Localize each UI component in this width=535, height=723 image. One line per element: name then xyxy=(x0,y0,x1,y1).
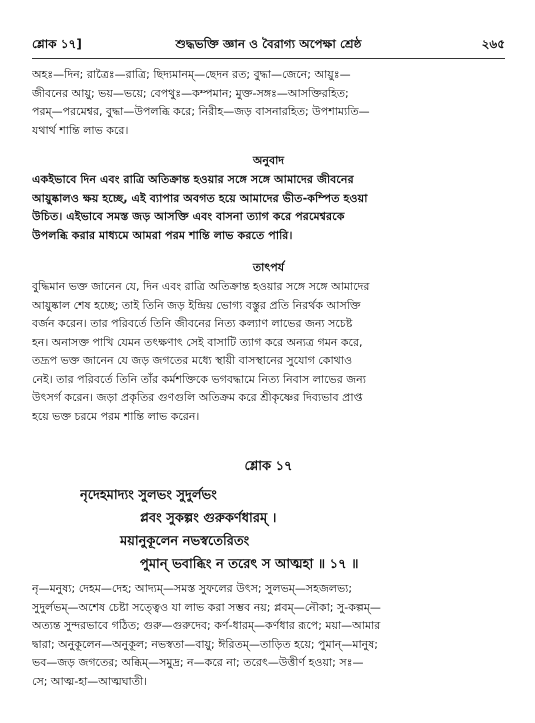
translation-line: উচিত। এইভাবে সমস্ত জড় আসক্তি এবং বাসনা ত্যাগ করে পরমেশ্বরকে xyxy=(32,210,345,223)
purport-line: বর্জন করেন। তার পরিবর্তে তিনি জীবনের নিত্য কল্যাণ লাভের জন্য সচেষ্ট xyxy=(32,317,353,330)
synonym-line: জীবনের আয়ু; ভয়—ভয়ে; বেপথুঃ—কম্পমান; মুক্ত-সঙ্গঃ—আসক্তিরহিত; xyxy=(32,86,349,100)
synonyms-bottom xyxy=(32,580,505,691)
synonym-line: অহঃ—দিন; রাত্রৈঃ—রাত্রি; ছিদ্যমানম্—ছেদন রত; বুদ্ধা—জেনে; আয়ুঃ— xyxy=(32,68,351,81)
purport-line: আয়ুষ্কাল শেষ হচ্ছে; তাই তিনি জড় ইন্দ্রিয় ভোগ্য বস্তুর প্রতি নিরর্থক আসক্তি xyxy=(32,298,361,312)
translation-line: আয়ুষ্কালও ক্ষয় হচ্ছে, এই ব্যাপার অবগত হয়ে আমাদের ভীত-কম্পিত হওয়া xyxy=(32,191,368,205)
synonym-line: পরম্—পরমেশ্বর, বুদ্ধা—উপলব্ধি করে; নিরীহ—জড় বাসনারহিত; উপশাম্যতি— xyxy=(32,105,370,118)
synonym-line: ভব—জড় জগতের; অব্ধিম্—সমুদ্র; ন—করে না; তরেৎ—উত্তীর্ণ হওয়া; সঃ— xyxy=(32,656,364,669)
verse-line: ময়ানুকূলেন নভস্বতেরিতং xyxy=(120,534,250,549)
verse-line: প্লবং সুকল্পং গুরুকর্ণধারম্ । xyxy=(140,511,277,526)
header-chapter-title: শুদ্ধভক্তি জ্ঞান ও বৈরাগ্য অপেক্ষা শ্রেষ্ঠ xyxy=(175,37,362,51)
purport-line: উৎসর্গ করেন। জড়া প্রকৃতির গুণগুলি অতিক্রম করে শ্রীকৃষ্ণের দিব্যভাব প্রাপ্ত xyxy=(32,391,363,404)
verse-number: শ্লোক ১৭ xyxy=(244,459,293,474)
verse-line: নৃদেহমাদ্যং সুলভং সুদুর্লভং xyxy=(80,488,217,503)
translation-text xyxy=(32,171,505,245)
synonym-line: অত্যন্ত সুন্দরভাবে গঠিত; গুরু—গুরুদেব; কর্ণ-ধারম্—কর্ণধার রূপে; ময়া—আমার xyxy=(32,619,381,632)
synonyms-top xyxy=(32,66,505,140)
sanskrit-verse xyxy=(80,484,505,576)
purport-text xyxy=(32,278,505,426)
translation-line: একইভাবে দিন এবং রাত্রি অতিক্রান্ত হওয়ার সঙ্গে সঙ্গে আমাদের জীবনের xyxy=(32,173,354,186)
synonym-line: দ্বারা; অনুকূলেন—অনুকূল; নভস্বতা—বায়ু; ঈরিতম্—তাড়িত হয়ে; পুমান্—মানুষ; xyxy=(32,637,379,651)
purport-line: হয়ে ভক্ত চরমে পরম শান্তি লাভ করেন। xyxy=(32,409,200,423)
purport-heading: তাৎপর্য xyxy=(252,261,285,274)
translation-line: উপলব্ধি করার মাধ্যমে আমরা পরম শান্তি লাভ করতে পারি। xyxy=(32,228,293,242)
synonym-line: সে; আত্ম-হা—আত্মঘাতী। xyxy=(32,674,148,688)
purport-line: বুদ্ধিমান ভক্ত জানেন যে, দিন এবং রাত্রি অতিক্রান্ত হওয়ার সঙ্গে সঙ্গে আমাদের xyxy=(32,280,370,293)
purport-line: হন। অনাসক্ত পাখি যেমন তৎক্ষণাৎ সেই বাসাটি ত্যাগ করে অন্যত্র গমন করে, xyxy=(32,335,363,349)
verse-line: পুমান্ ভবাব্ধিং ন তরেৎ স আত্মহা ॥ ১৭ ॥ xyxy=(140,557,359,572)
purport-line: নেই। তার পরিবর্তে তিনি তাঁর কর্মশক্তিকে ভগবদ্ধামে নিত্য নিবাস লাভের জন্য xyxy=(32,372,366,386)
purport-line: তদ্রূপ ভক্ত জানেন যে জড় জগতের মধ্যে স্থায়ী বাসস্থানের সুযোগ কোথাও xyxy=(32,354,353,367)
page-header xyxy=(32,36,505,54)
synonym-line: যথার্থ শান্তি লাভ করে। xyxy=(32,123,129,137)
header-divider xyxy=(32,58,505,59)
synonym-line: নৃ—মনুষ্য; দেহম—দেহ; আদ্যম্—সমস্ত সুফলের উৎস; সুলভম্—সহজলভ্য; xyxy=(32,582,353,595)
translation-heading: অনুবাদ xyxy=(252,154,285,167)
page-number: ২৬৫ xyxy=(481,37,505,51)
synonym-line: সুদুর্লভম্—অশেষ চেষ্টা সত্ত্বেও যা লাভ করা সম্ভব নয়; প্লবম্—নৌকা; সু-কল্পম্— xyxy=(32,600,381,614)
header-verse-ref: শ্লোক ১৭] xyxy=(32,37,82,51)
